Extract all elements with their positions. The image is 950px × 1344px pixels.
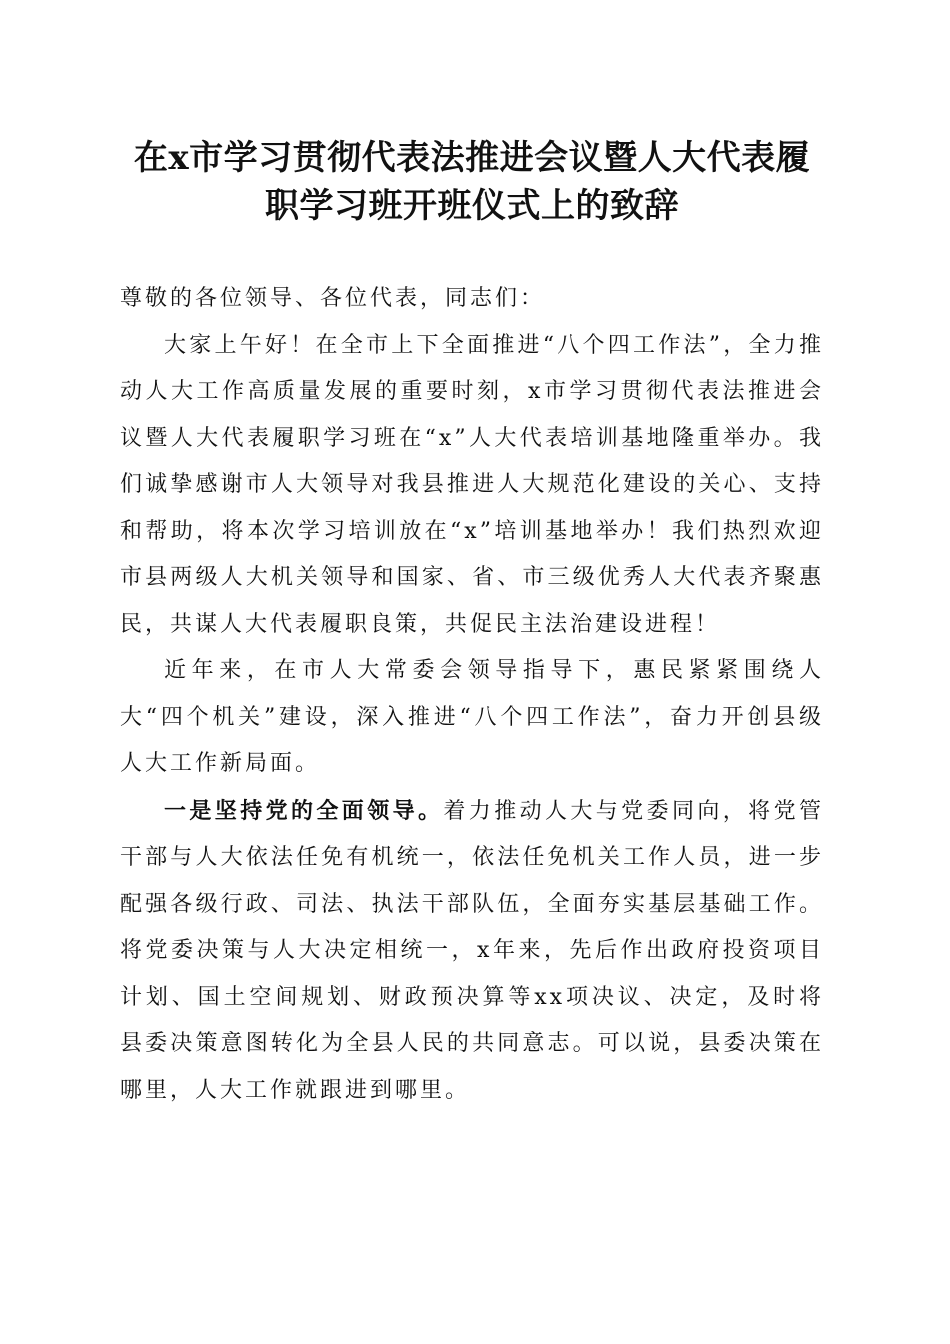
salutation: 尊敬的各位领导、各位代表，同志们： [120,286,546,311]
document-body [120,276,824,1114]
paragraph-section-1 [120,788,824,1115]
paragraph-overview: 近年来，在市人大常委会领导指导下，惠民紧紧围绕人大“四个机关”建设，深入推进“八个四工作法”，奋力开创县级人大工作新局面。 [120,658,824,776]
section-1-lead: 一是坚持党的全面领导。 [164,797,444,824]
paragraph-greeting: 大家上午好！在全市上下全面推进“八个四工作法”，全力推动人大工作高质量发展的重要时刻，x市学习贯彻代表法推进会议暨人大代表履职学习班在“x”人大代表培训基地隆重举办。我们诚挚感谢市人大领导对我县推进人大规范化建设的关心、支持和帮助，将本次学习培训放在“x”培训基地举办！我们热烈欢迎市县两级人大机关领导和国家、省、市三级优秀人大代表齐聚惠民，共谋人大代表履职良策，共促民主法治建设进程！ [120,332,824,637]
title-line-2: 职学习班开班仪式上的致辞 [265,186,679,226]
title-line-1: 在x市学习贯彻代表法推进会议暨人大代表履 [133,138,811,178]
section-1-text: 着力推动人大与党委同向，将党管干部与人大依法任免有机统一，依法任免机关工作人员，进一步配强各级行政、司法、执法干部队伍，全面夯实基层基础工作。将党委决策与人大决定相统一，x年来，先后作出政府投资项目计划、国土空间规划、财政预决算等xx项决议、决定，及时将县委决策意图转化为全县人民的共同意志。可以说，县委决策在哪里，人大工作就跟进到哪里。 [120,798,824,1103]
document-title [120,134,824,230]
